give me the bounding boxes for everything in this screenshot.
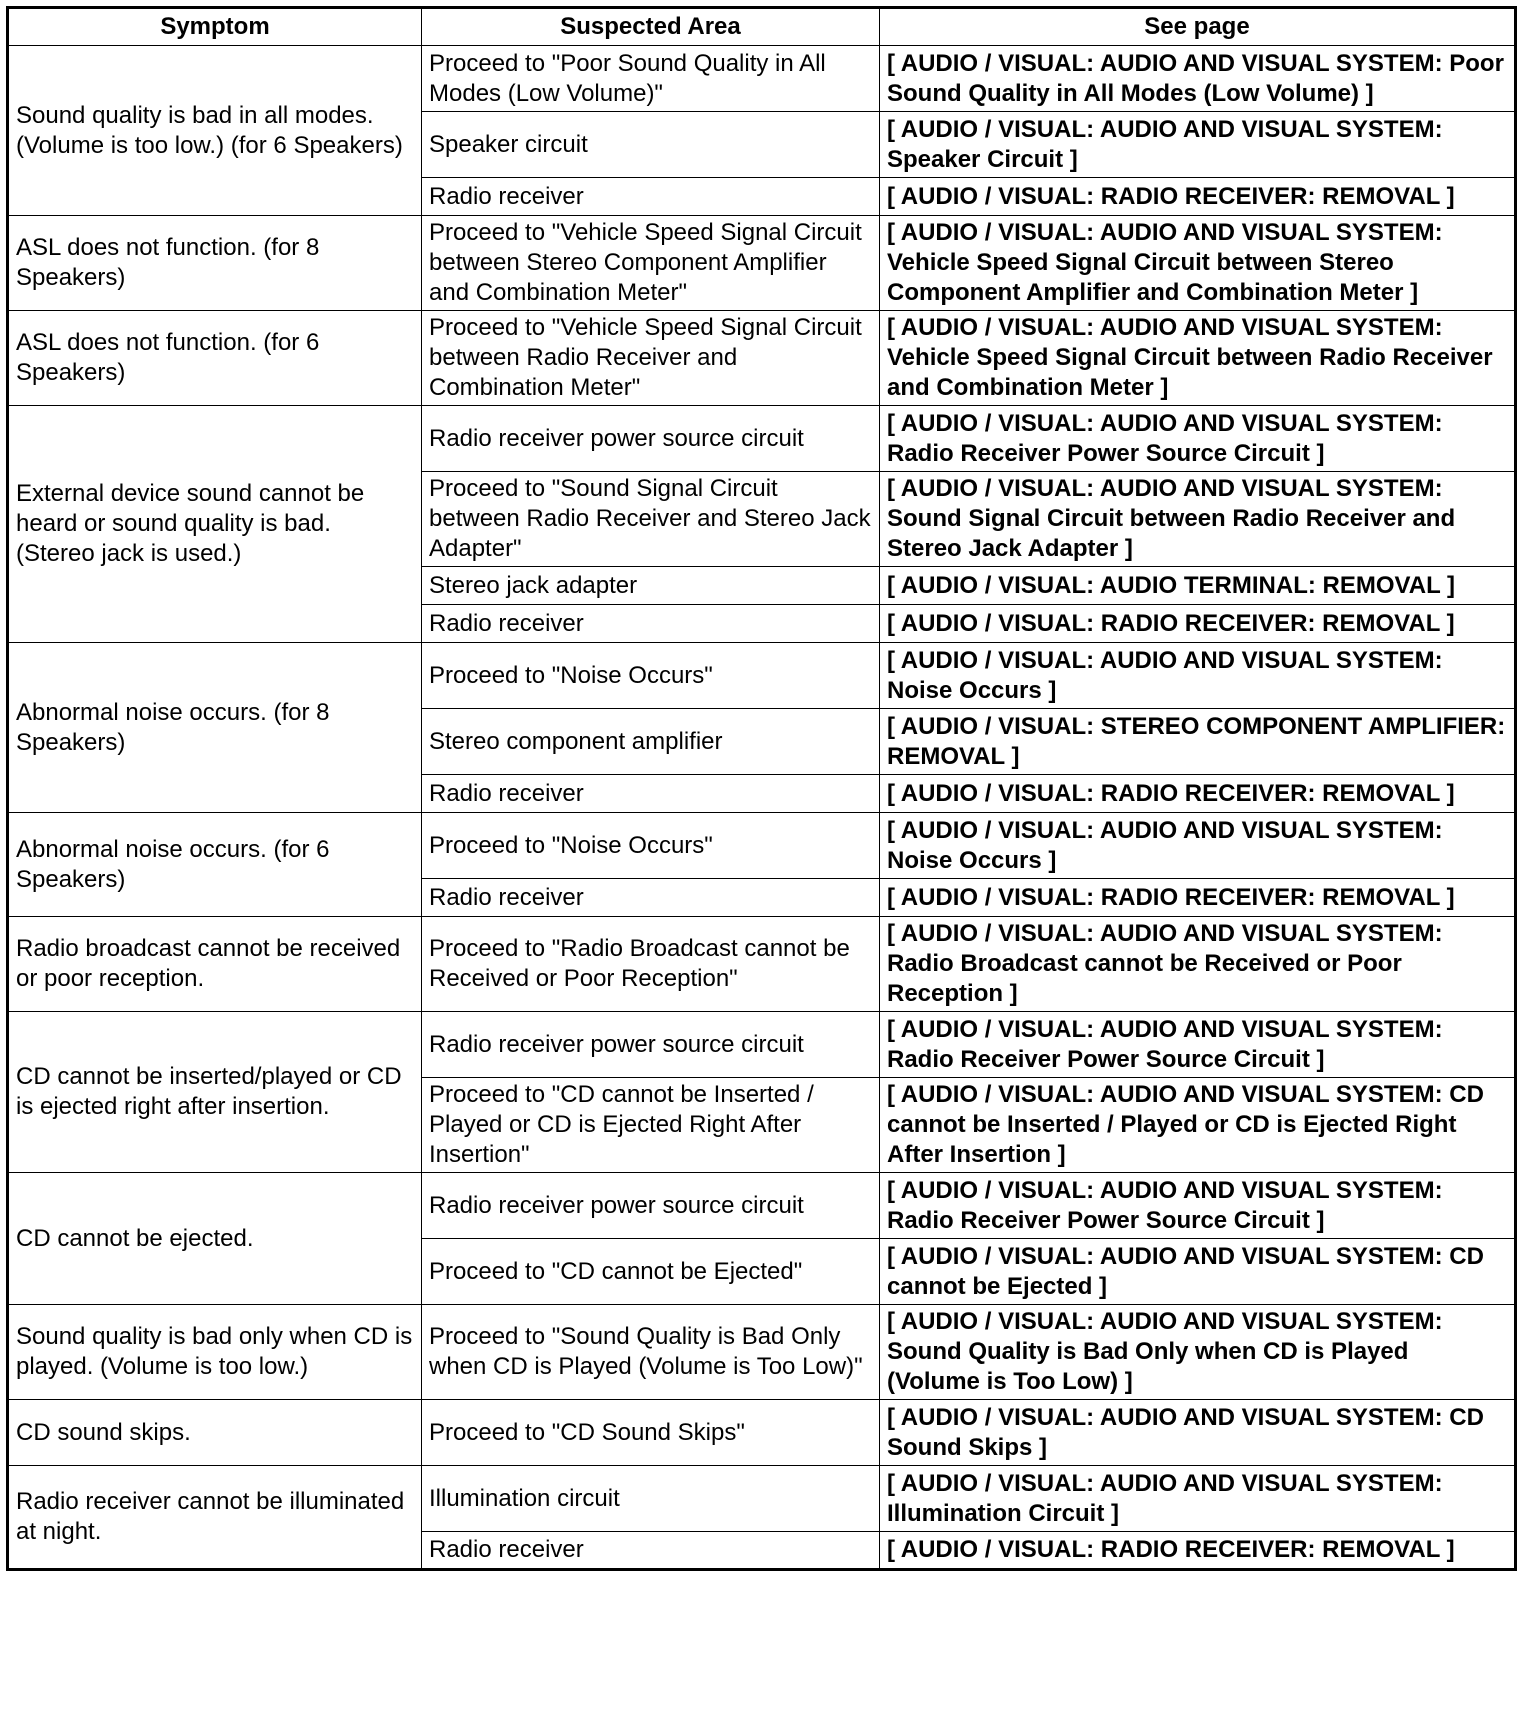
symptom-cell: Abnormal noise occurs. (for 8 Speakers) <box>8 643 422 813</box>
see-page-link[interactable]: [ AUDIO / VISUAL: RADIO RECEIVER: REMOVAL ] <box>880 879 1516 917</box>
table-row <box>8 406 1516 472</box>
see-page-link[interactable]: [ AUDIO / VISUAL: AUDIO AND VISUAL SYSTEM: Radio Receiver Power Source Circuit ] <box>880 406 1516 472</box>
symptom-cell: Abnormal noise occurs. (for 6 Speakers) <box>8 813 422 917</box>
see-page-link[interactable]: [ AUDIO / VISUAL: AUDIO AND VISUAL SYSTEM: Sound Quality is Bad Only when CD is Played (Volume is Too Low) ] <box>880 1305 1516 1400</box>
table-row <box>8 643 1516 709</box>
suspected-area-cell: Proceed to "Poor Sound Quality in All Modes (Low Volume)" <box>422 46 880 112</box>
see-page-link[interactable]: [ AUDIO / VISUAL: AUDIO AND VISUAL SYSTEM: Speaker Circuit ] <box>880 112 1516 178</box>
see-page-link[interactable]: [ AUDIO / VISUAL: RADIO RECEIVER: REMOVAL ] <box>880 1532 1516 1570</box>
see-page-link[interactable]: [ AUDIO / VISUAL: AUDIO AND VISUAL SYSTEM: CD cannot be Ejected ] <box>880 1239 1516 1305</box>
symptom-cell: Sound quality is bad only when CD is played. (Volume is too low.) <box>8 1305 422 1400</box>
suspected-area-cell: Proceed to "CD Sound Skips" <box>422 1400 880 1466</box>
see-page-link[interactable]: [ AUDIO / VISUAL: AUDIO AND VISUAL SYSTEM: Vehicle Speed Signal Circuit between Stereo Component Amplifier and Combination Meter ] <box>880 216 1516 311</box>
header-symptom: Symptom <box>8 8 422 46</box>
table-row <box>8 1400 1516 1466</box>
see-page-link[interactable]: [ AUDIO / VISUAL: AUDIO AND VISUAL SYSTEM: Radio Broadcast cannot be Received or Poor Reception ] <box>880 917 1516 1012</box>
symptom-cell: ASL does not function. (for 6 Speakers) <box>8 311 422 406</box>
suspected-area-cell: Proceed to "Vehicle Speed Signal Circuit between Stereo Component Amplifier and Combination Meter" <box>422 216 880 311</box>
suspected-area-cell: Proceed to "Radio Broadcast cannot be Received or Poor Reception" <box>422 917 880 1012</box>
suspected-area-cell: Radio receiver <box>422 1532 880 1570</box>
see-page-link[interactable]: [ AUDIO / VISUAL: AUDIO AND VISUAL SYSTEM: Radio Receiver Power Source Circuit ] <box>880 1173 1516 1239</box>
troubleshooting-table-wrapper <box>6 6 1517 1571</box>
see-page-link[interactable]: [ AUDIO / VISUAL: RADIO RECEIVER: REMOVAL ] <box>880 605 1516 643</box>
see-page-link[interactable]: [ AUDIO / VISUAL: RADIO RECEIVER: REMOVAL ] <box>880 775 1516 813</box>
suspected-area-cell: Radio receiver power source circuit <box>422 1012 880 1078</box>
symptom-cell: Radio broadcast cannot be received or poor reception. <box>8 917 422 1012</box>
table-row <box>8 311 1516 406</box>
symptom-cell: CD cannot be inserted/played or CD is ejected right after insertion. <box>8 1012 422 1173</box>
suspected-area-cell: Radio receiver <box>422 775 880 813</box>
suspected-area-cell: Radio receiver power source circuit <box>422 406 880 472</box>
suspected-area-cell: Proceed to "CD cannot be Ejected" <box>422 1239 880 1305</box>
see-page-link[interactable]: [ AUDIO / VISUAL: RADIO RECEIVER: REMOVAL ] <box>880 178 1516 216</box>
table-body <box>8 46 1516 1570</box>
suspected-area-cell: Radio receiver <box>422 879 880 917</box>
table-row <box>8 46 1516 112</box>
table-row <box>8 917 1516 1012</box>
header-row <box>8 8 1516 46</box>
symptom-cell: CD cannot be ejected. <box>8 1173 422 1305</box>
suspected-area-cell: Proceed to "Sound Quality is Bad Only when CD is Played (Volume is Too Low)" <box>422 1305 880 1400</box>
symptom-cell: CD sound skips. <box>8 1400 422 1466</box>
see-page-link[interactable]: [ AUDIO / VISUAL: AUDIO AND VISUAL SYSTEM: Sound Signal Circuit between Radio Receiver and Stereo Jack Adapter ] <box>880 472 1516 567</box>
suspected-area-cell: Proceed to "Vehicle Speed Signal Circuit between Radio Receiver and Combination Meter" <box>422 311 880 406</box>
see-page-link[interactable]: [ AUDIO / VISUAL: AUDIO AND VISUAL SYSTEM: CD Sound Skips ] <box>880 1400 1516 1466</box>
suspected-area-cell: Proceed to "Noise Occurs" <box>422 813 880 879</box>
table-row <box>8 1012 1516 1078</box>
table-row <box>8 1466 1516 1532</box>
see-page-link[interactable]: [ AUDIO / VISUAL: AUDIO TERMINAL: REMOVAL ] <box>880 567 1516 605</box>
suspected-area-cell: Proceed to "CD cannot be Inserted / Played or CD is Ejected Right After Insertion" <box>422 1078 880 1173</box>
see-page-link[interactable]: [ AUDIO / VISUAL: AUDIO AND VISUAL SYSTEM: Poor Sound Quality in All Modes (Low Volume) ] <box>880 46 1516 112</box>
suspected-area-cell: Radio receiver <box>422 178 880 216</box>
table-row <box>8 1305 1516 1400</box>
suspected-area-cell: Proceed to "Sound Signal Circuit between Radio Receiver and Stereo Jack Adapter" <box>422 472 880 567</box>
table-row <box>8 813 1516 879</box>
symptom-cell: ASL does not function. (for 8 Speakers) <box>8 216 422 311</box>
symptom-cell: Radio receiver cannot be illuminated at night. <box>8 1466 422 1570</box>
suspected-area-cell: Speaker circuit <box>422 112 880 178</box>
symptom-cell: External device sound cannot be heard or sound quality is bad. (Stereo jack is used.) <box>8 406 422 643</box>
see-page-link[interactable]: [ AUDIO / VISUAL: AUDIO AND VISUAL SYSTEM: Illumination Circuit ] <box>880 1466 1516 1532</box>
symptom-cell: Sound quality is bad in all modes. (Volume is too low.) (for 6 Speakers) <box>8 46 422 216</box>
suspected-area-cell: Proceed to "Noise Occurs" <box>422 643 880 709</box>
table-row <box>8 216 1516 311</box>
see-page-link[interactable]: [ AUDIO / VISUAL: AUDIO AND VISUAL SYSTEM: Vehicle Speed Signal Circuit between Radio Receiver and Combination Meter ] <box>880 311 1516 406</box>
see-page-link[interactable]: [ AUDIO / VISUAL: AUDIO AND VISUAL SYSTEM: CD cannot be Inserted / Played or CD is Ejected Right After Insertion ] <box>880 1078 1516 1173</box>
suspected-area-cell: Stereo component amplifier <box>422 709 880 775</box>
suspected-area-cell: Radio receiver <box>422 605 880 643</box>
see-page-link[interactable]: [ AUDIO / VISUAL: STEREO COMPONENT AMPLIFIER: REMOVAL ] <box>880 709 1516 775</box>
see-page-link[interactable]: [ AUDIO / VISUAL: AUDIO AND VISUAL SYSTEM: Noise Occurs ] <box>880 643 1516 709</box>
problem-symptoms-table <box>6 6 1517 1571</box>
table-row <box>8 1173 1516 1239</box>
suspected-area-cell: Radio receiver power source circuit <box>422 1173 880 1239</box>
suspected-area-cell: Stereo jack adapter <box>422 567 880 605</box>
header-suspected-area: Suspected Area <box>422 8 880 46</box>
see-page-link[interactable]: [ AUDIO / VISUAL: AUDIO AND VISUAL SYSTEM: Radio Receiver Power Source Circuit ] <box>880 1012 1516 1078</box>
header-see-page: See page <box>880 8 1516 46</box>
suspected-area-cell: Illumination circuit <box>422 1466 880 1532</box>
see-page-link[interactable]: [ AUDIO / VISUAL: AUDIO AND VISUAL SYSTEM: Noise Occurs ] <box>880 813 1516 879</box>
